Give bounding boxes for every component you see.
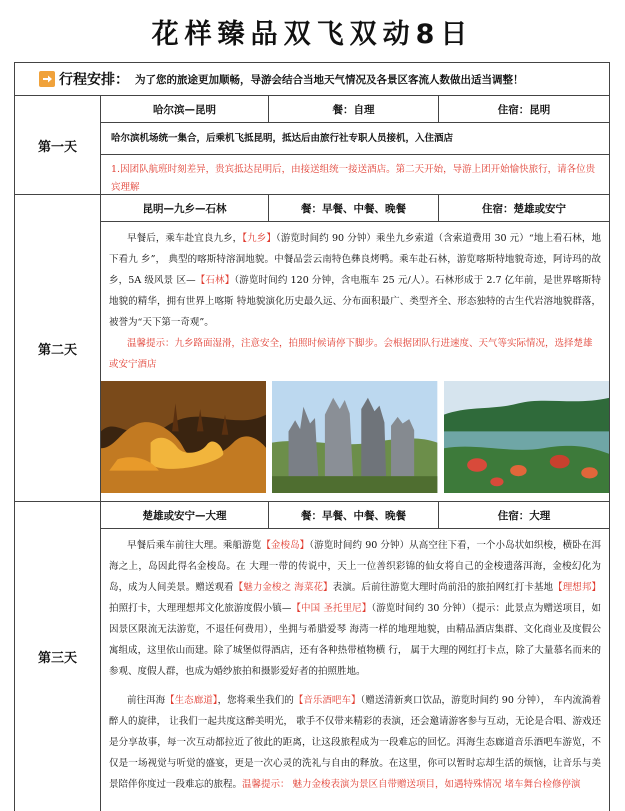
day-2-tip: 温馨提示：九乡路面湿滑，注意安全，拍照时候请停下脚步。会根据团队行进速度、天气等实际情况，选择楚雄或安宁酒店 xyxy=(109,338,593,370)
day-2-highlight-jiuxiang: 【九乡】 xyxy=(242,233,276,244)
day-3-desc-text: （游览时间约 90 分钟）从高空往下看，一个小岛状如织梭，横卧在洱海之上，岛因此得名金梭岛。在 大理一带的传说中，天上一位善织彩锦的仙女将自己的金梭遗落洱海，金梭幻化为岛，成为人间美景。赠送观看 xyxy=(109,540,601,593)
notice-row xyxy=(15,63,609,96)
day-3-highlight-corridor: 【生态廊道】 xyxy=(165,695,218,706)
day-3-highlight-show: 【魅力金梭之 海菜花】 xyxy=(233,582,333,593)
day-3-highlight-lixiangbang: 【理想邦】 xyxy=(553,582,601,593)
day-2-description xyxy=(101,222,609,333)
day-1-info xyxy=(101,96,609,123)
day-3-desc-text: 拍照打卡，大理理想邦文化旅游度假小镇— xyxy=(109,603,292,614)
day-2-info xyxy=(101,195,609,222)
photo-stone-forest-lake xyxy=(444,381,609,493)
day-1 xyxy=(15,96,609,195)
day-2-label: 第二天 xyxy=(15,195,101,501)
day-2-route: 昆明—九乡—石林 xyxy=(101,195,269,221)
day-3-route: 楚雄或安宁—大理 xyxy=(101,502,269,528)
day-3-desc-text: 早餐后乘车前往大理。乘船游览 xyxy=(127,540,262,551)
day-2-body xyxy=(101,195,609,501)
photo-stone-forest xyxy=(272,381,437,493)
day-3 xyxy=(15,502,609,811)
day-1-body xyxy=(101,96,609,194)
day-3-desc-text: （游览时间约 30 分钟）（提示：此景点为赠送项目，如因景区限流无法游览，不退任何费用），坐拥与希腊爱琴 海湾一样的地理地貌，由精品酒店集群、文化商业及度假公寓组成，这里依山而建。除了城堡似得酒店，还有各种热带植物横 行， 属于大理的网红打卡点，除了大量慕名而来的参观、度假人群，也成为婚纱旅拍和摄影爱好者的拍照胜地。 xyxy=(109,603,601,677)
photo-jiuxiang-cave xyxy=(101,381,266,493)
page-title: 花样臻品双飞双动8日 xyxy=(151,18,474,50)
day-1-label: 第一天 xyxy=(15,96,101,194)
day-2-desc-text: （游览时间约 120 分钟，含电瓶车 25 元/人）。石林形成于 2.7 亿年前，是世界喀斯特地貌的精华，拥有世界上喀斯 特地貌演化历史最久远、分布面积最广、类型齐全、形态独特的古生代岩溶地貌群落，被誉为“天下第一奇观”。 xyxy=(109,275,601,328)
day-3-description-2 xyxy=(101,682,609,795)
day-3-highlight-jinsuo: 【金梭岛】 xyxy=(261,540,310,551)
notice-text: 为了您的旅途更加顺畅，导游会结合当地天气情况及各景区客流人数做出适当调整！ xyxy=(135,73,524,86)
day-3-desc-text: 前往洱海 xyxy=(127,695,166,706)
day-2-hotel: 住宿：楚雄或安宁 xyxy=(482,202,566,215)
day-3-desc-text: 表演。后前往游览大理时尚前沿的旅拍网红打卡基地 xyxy=(332,582,554,593)
day-2-desc-text: 早餐后，乘车赴宜良九乡， xyxy=(127,233,243,244)
day-3-label: 第三天 xyxy=(15,502,101,811)
day-2 xyxy=(15,195,609,502)
notice-heading: 行程安排： xyxy=(59,72,129,88)
day-1-summary: 哈尔滨机场统一集合，后乘机飞抵昆明，抵达后由旅行社专职人员接机，入住酒店 xyxy=(111,133,454,144)
day-3-desc-text: （赠送清新爽口饮品，游览时间约 90 分钟）， 车内流淌着醉人的旋律， 让我们一起共度这醉美明光， 歌手不仅带来精彩的表演，还会邀请游客参与互动，无论是合唱、游戏还是分享故事，每一次互动都拉近了彼此的距离，让这段旅程成为一段难忘的回忆。洱海生态廊道音乐酒吧车游览，不仅是一场视觉与听觉的盛宴，更是一次心灵的洗礼与自由的释放。在这里，你可以暂时忘却生活的烦恼，让音乐与美景陪伴你度过一段难忘的旅程。 xyxy=(109,695,601,790)
day-3-body xyxy=(101,502,609,811)
itinerary-table xyxy=(14,62,610,811)
day-1-note: 1.因团队航班时刻差异，贵宾抵达昆明后，由接送组统一接送酒店。第二天开始，导游上团开始愉快旅行，请各位贵宾理解 xyxy=(101,154,609,203)
day-3-hotel: 住宿：大理 xyxy=(497,509,551,522)
day-1-meals: 餐：自理 xyxy=(269,96,439,122)
day-3-meals: 餐：早餐、中餐、晚餐 xyxy=(269,502,439,528)
day-3-description xyxy=(101,529,609,682)
day-2-meals: 餐：早餐、中餐、晚餐 xyxy=(269,195,439,221)
day-3-highlight-bar-car: 【音乐酒吧车】 xyxy=(293,695,361,706)
day-3-desc-text: ，您将乘坐我们的 xyxy=(217,695,294,706)
day-2-highlight-shilin: 【石林】 xyxy=(195,275,235,286)
day-1-hotel: 住宿：昆明 xyxy=(497,103,551,116)
day-2-desc-text: （游览时间约 90 分钟）乘坐九乡索道（含索道费用 30 元）“地上看石林，地下看九 乡”， 典型的喀斯特溶洞地貌。中餐品尝云南特色彝良烤鸭。乘车赴石林，游览喀斯特地貌奇迹，阿诗玛的故乡，5A 级风景 区— xyxy=(109,233,601,286)
arrow-right-icon xyxy=(39,71,55,87)
day-3-highlight-santorini: 【中国 圣托里尼】 xyxy=(291,603,372,614)
day-1-route: 哈尔滨—昆明 xyxy=(101,96,269,122)
day-3-info xyxy=(101,502,609,529)
day-2-photos xyxy=(101,375,609,499)
day-3-tip: 温馨提示： 魅力金梭表演为景区自带赠送项目，如遇特殊情况 堵车舞台检修停演 xyxy=(242,779,581,790)
